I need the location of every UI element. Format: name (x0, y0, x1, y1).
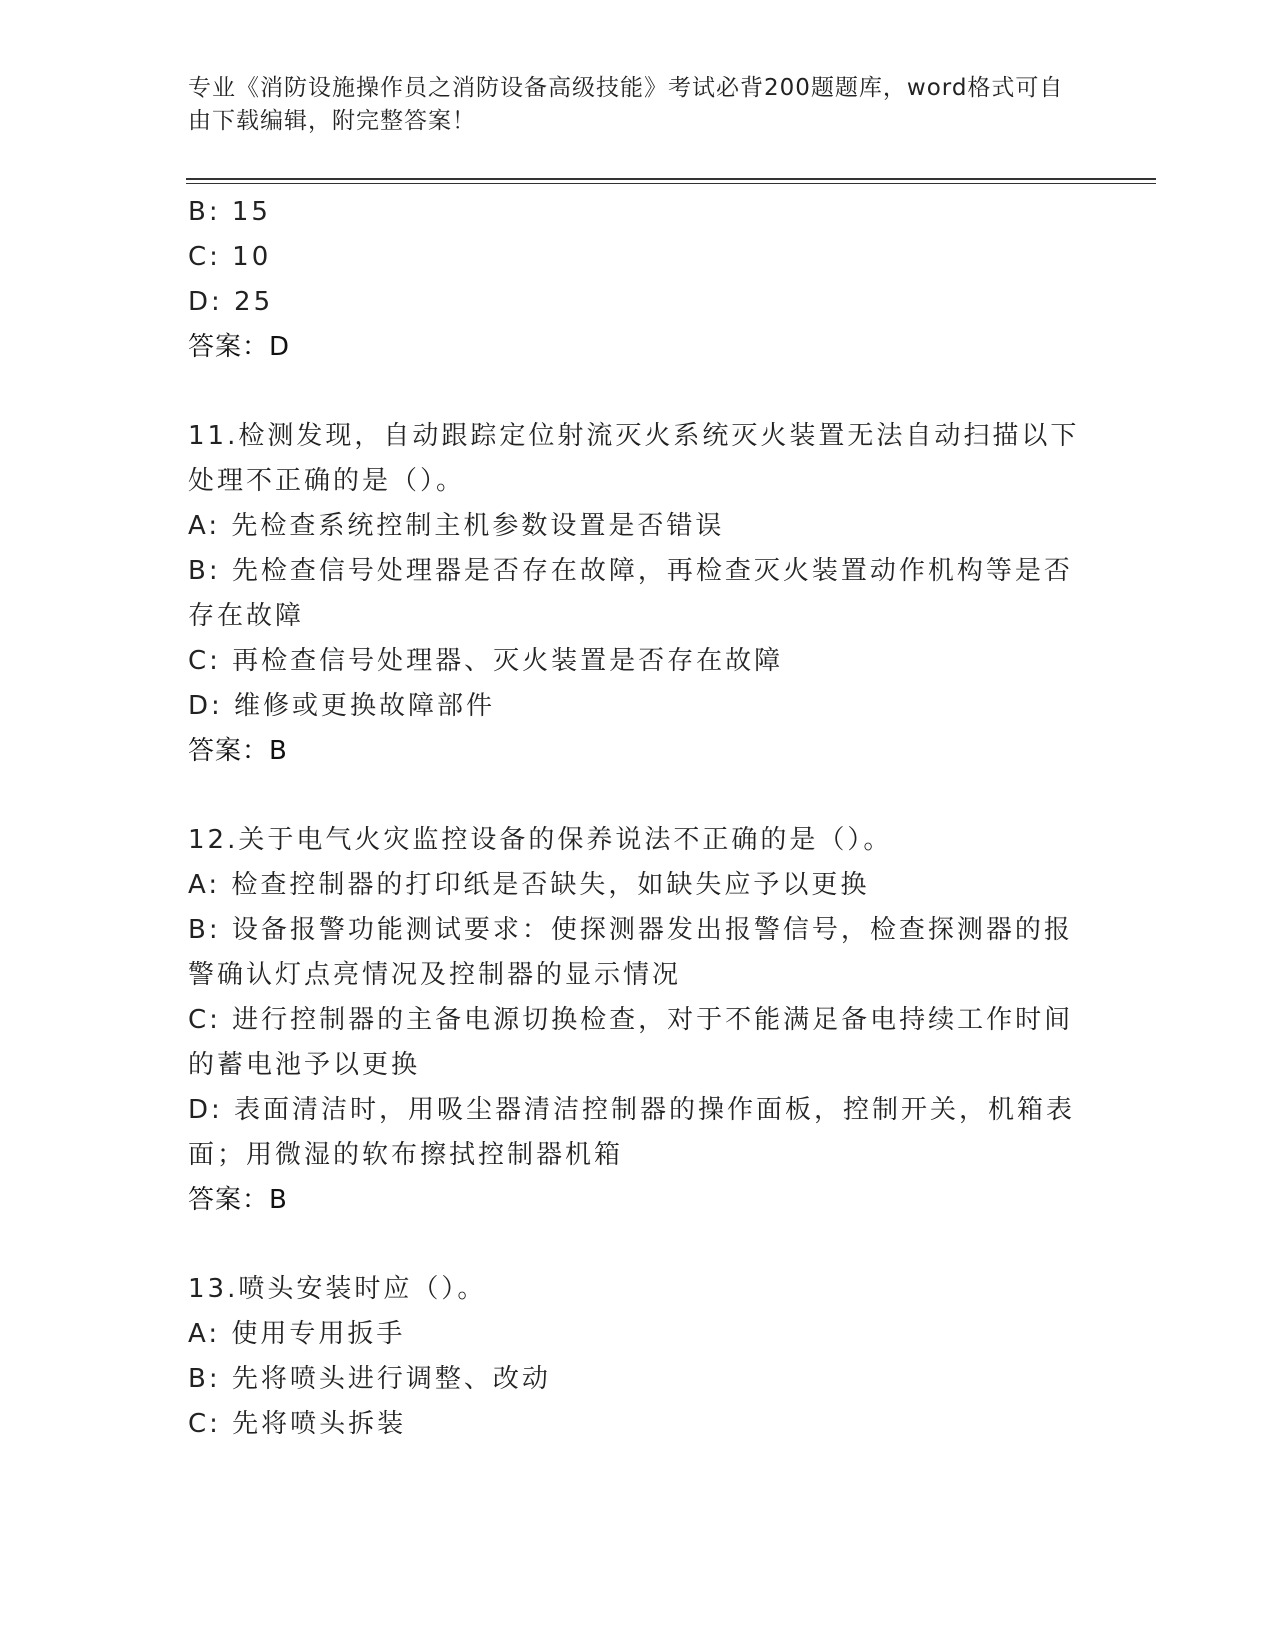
answer-line: 答案：B (188, 736, 288, 766)
question-stem: 13.喷头安装时应（）。 (188, 1274, 487, 1304)
option-b: B: 15 (188, 197, 271, 227)
question-stem: 12.关于电气火灾监控设备的保养说法不正确的是（）。 (188, 825, 893, 855)
option-c: C: 进行控制器的主备电源切换检查，对于不能满足备电持续工作时间的蓄电池予以更换 (188, 1005, 1074, 1080)
option-d: D: 25 (188, 287, 274, 317)
question-10-continued (188, 190, 1088, 370)
option-c: C: 再检查信号处理器、灭火装置是否存在故障 (188, 646, 784, 676)
header-divider-thick (186, 178, 1156, 180)
option-d: D: 维修或更换故障部件 (188, 691, 496, 721)
option-b: B: 先检查信号处理器是否存在故障，再检查灭火装置动作机构等是否存在故障 (188, 556, 1073, 631)
option-b: B: 设备报警功能测试要求：使探测器发出报警信号，检查探测器的报警确认灯点亮情况及控制器的显示情况 (188, 915, 1073, 990)
question-12 (188, 818, 1088, 1223)
header-text: 专业《消防设施操作员之消防设备高级技能》考试必背200题题库，word格式可自由下载编辑，附完整答案！ (188, 75, 1064, 134)
option-a: A: 先检查系统控制主机参数设置是否错误 (188, 511, 725, 541)
answer-line: 答案：B (188, 1185, 288, 1215)
option-b: B: 先将喷头进行调整、改动 (188, 1364, 551, 1394)
question-13 (188, 1267, 1088, 1447)
question-11 (188, 414, 1088, 774)
option-c: C: 10 (188, 242, 272, 272)
header-divider-thin (186, 183, 1156, 184)
answer-line: 答案：D (188, 332, 291, 362)
option-c: C: 先将喷头拆装 (188, 1409, 407, 1439)
option-a: A: 检查控制器的打印纸是否缺失，如缺失应予以更换 (188, 870, 870, 900)
option-d: D: 表面清洁时，用吸尘器清洁控制器的操作面板，控制开关，机箱表面；用微湿的软布擦拭控制器机箱 (188, 1095, 1076, 1170)
question-stem: 11.检测发现，自动跟踪定位射流灭火系统灭火装置无法自动扫描以下处理不正确的是（）。 (188, 421, 1080, 496)
document-header (188, 72, 1068, 138)
option-a: A: 使用专用扳手 (188, 1319, 406, 1349)
question-list (188, 190, 1088, 1447)
